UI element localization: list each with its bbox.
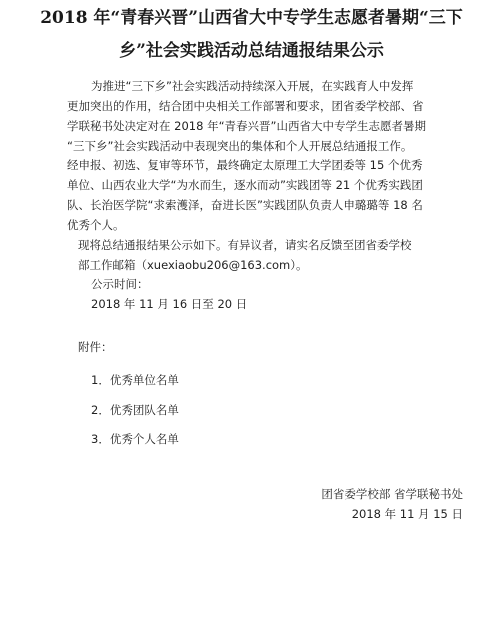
body-line: “三下乡”社会实践活动中表现突出的集体和个人开展总结通报工作。 [67, 139, 413, 153]
publicity-label: 公示时间： [91, 277, 149, 291]
body-line: 为推进“三下乡”社会实践活动持续深入开展，在实践育人中发挥 [91, 79, 414, 93]
notice-line: 现将总结通报结果公示如下。有异议者，请实名反馈至团省委学校 [78, 238, 412, 252]
attachment-item: 3．优秀个人名单 [91, 432, 179, 446]
attachments-label: 附件： [78, 340, 113, 354]
attachment-item: 2．优秀团队名单 [91, 403, 179, 417]
signature-orgs: 团省委学校部 省学联秘书处 [321, 487, 463, 501]
notice-line: 部工作邮箱（xuexiaobu206@163.com）。 [78, 258, 308, 272]
body-line: 队、长治医学院“求索濩泽，奋进长医”实践团队负责人申璐璐等 18 名 [67, 198, 423, 212]
body-line: 经申报、初选、复审等环节，最终确定太原理工大学团委等 15 个优秀 [67, 158, 423, 172]
body-line: 单位、山西农业大学“为水而生，逐水而动”实践团等 21 个优秀实践团 [67, 178, 423, 192]
body-line: 学联秘书处决定对在 2018 年“青春兴晋”山西省大中专学生志愿者暑期 [67, 119, 426, 133]
title-line-1: 2018 年“青春兴晋”山西省大中专学生志愿者暑期“三下 [40, 8, 463, 28]
signature-date: 2018 年 11 月 15 日 [351, 507, 463, 521]
body-line: 优秀个人。 [67, 218, 125, 232]
title-line-2: 乡”社会实践活动总结通报结果公示 [119, 41, 384, 61]
body-line: 更加突出的作用，结合团中央相关工作部署和要求，团省委学校部、省 [67, 99, 424, 113]
attachment-item: 1．优秀单位名单 [91, 373, 179, 387]
publicity-dates: 2018 年 11 月 16 日至 20 日 [91, 297, 248, 311]
